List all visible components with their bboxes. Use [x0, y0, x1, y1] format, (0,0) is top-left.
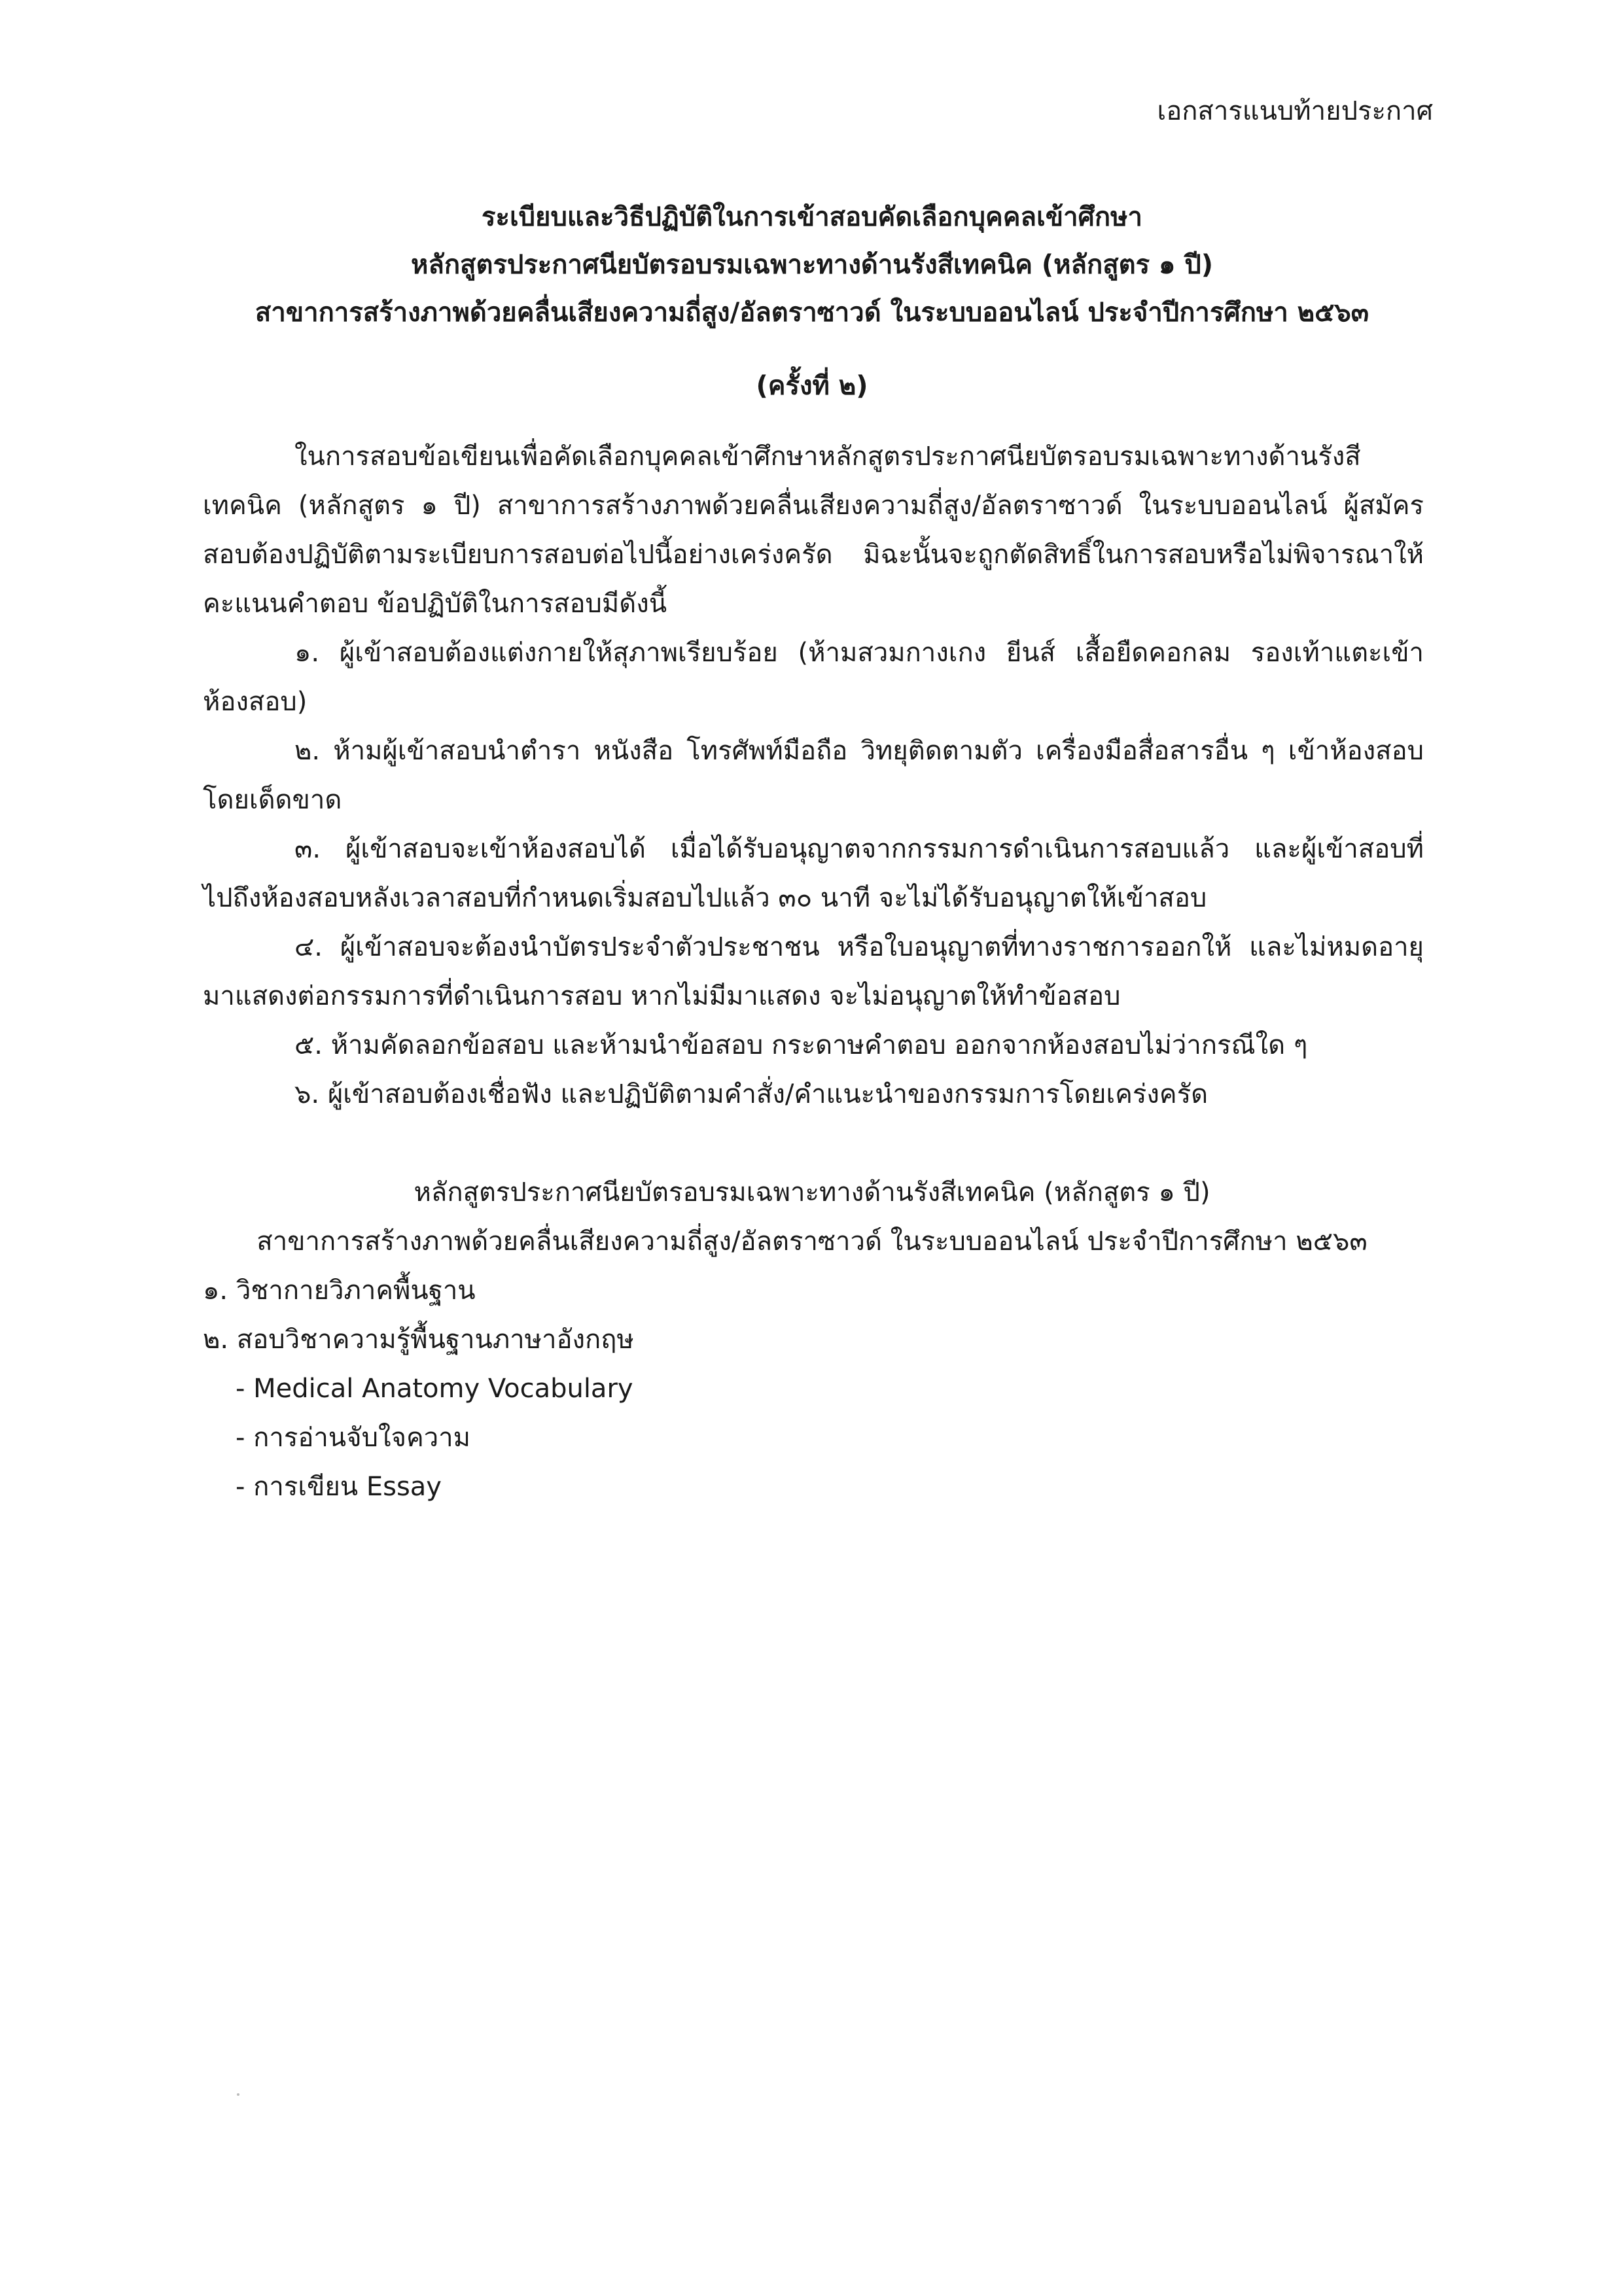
title-line-2: หลักสูตรประกาศนียบัตรอบรมเฉพาะทางด้านรังสีเทคนิค (หลักสูตร ๑ ปี)	[410, 250, 1214, 280]
rule-5: ๕. ห้ามคัดลอกข้อสอบ และห้ามนำข้อสอบ กระดาษคำตอบ ออกจากห้องสอบไม่ว่ากรณีใด ๆ	[294, 1030, 1308, 1060]
subject-item-2: ๒. สอบวิชาความรู้พื้นฐานภาษาอังกฤษ	[203, 1325, 634, 1355]
rule-3-line-1: ๓. ผู้เข้าสอบจะเข้าห้องสอบได้ เมื่อได้รับอนุญาตจากกรรมการดำเนินการสอบแล้ว และผู้เข้าสอบที่	[294, 834, 1424, 864]
title-round: (ครั้งที่ ๒)	[756, 371, 868, 401]
subjects-heading-2: สาขาการสร้างภาพด้วยคลื่นเสียงความถี่สูง/อัลตราซาวด์ ในระบบออนไลน์ ประจำปีการศึกษา ๒๕๖๓	[256, 1226, 1368, 1257]
intro-line-4: คะแนนคำตอบ ข้อปฏิบัติในการสอบมีดังนี้	[203, 589, 667, 619]
subject-sub-item-1: - Medical Anatomy Vocabulary	[236, 1374, 633, 1404]
rule-6: ๖. ผู้เข้าสอบต้องเชื่อฟัง และปฏิบัติตามคำสั่ง/คำแนะนำของกรรมการโดยเคร่งครัด	[294, 1079, 1209, 1109]
rule-1-line-1: ๑. ผู้เข้าสอบต้องแต่งกายให้สุภาพเรียบร้อย (ห้ามสวมกางเกง ยีนส์ เสื้อยืดคอกลม รองเท้าแตะเข้า	[294, 638, 1424, 668]
subjects-heading-1: หลักสูตรประกาศนียบัตรอบรมเฉพาะทางด้านรังสีเทคนิค (หลักสูตร ๑ ปี)	[414, 1177, 1210, 1208]
rule-2-line-2: โดยเด็ดขาด	[203, 785, 342, 815]
subject-sub-item-3: - การเขียน Essay	[236, 1472, 442, 1502]
title-line-3: สาขาการสร้างภาพด้วยคลื่นเสียงความถี่สูง/อัลตราซาวด์ ในระบบออนไลน์ ประจำปีการศึกษา ๒๕๖๓	[255, 298, 1369, 328]
intro-line-1: ในการสอบข้อเขียนเพื่อคัดเลือกบุคคลเข้าศึกษาหลักสูตรประกาศนียบัตรอบรมเฉพาะทางด้านรังสี	[294, 442, 1361, 472]
rule-4-line-1: ๔. ผู้เข้าสอบจะต้องนำบัตรประจำตัวประชาชน หรือใบอนุญาตที่ทางราชการออกให้ และไม่หมดอายุ	[294, 932, 1424, 962]
rule-3-line-2: ไปถึงห้องสอบหลังเวลาสอบที่กำหนดเริ่มสอบไปแล้ว ๓๐ นาที จะไม่ได้รับอนุญาตให้เข้าสอบ	[203, 883, 1207, 913]
rule-1-line-2: ห้องสอบ)	[203, 687, 308, 717]
rule-4-line-2: มาแสดงต่อกรรมการที่ดำเนินการสอบ หากไม่มีมาแสดง จะไม่อนุญาตให้ทำข้อสอบ	[203, 981, 1121, 1011]
title-line-1: ระเบียบและวิธีปฏิบัติในการเข้าสอบคัดเลือกบุคคลเข้าศึกษา	[482, 202, 1142, 232]
rule-2-line-1: ๒. ห้ามผู้เข้าสอบนำตำรา หนังสือ โทรศัพท์มือถือ วิทยุติดตามตัว เครื่องมือสื่อสารอื่น ๆ เข้าห้องสอบ	[294, 736, 1424, 766]
scan-speck	[237, 2093, 239, 2096]
subject-item-1: ๑. วิชากายวิภาคพื้นฐาน	[203, 1276, 476, 1306]
attachment-note: เอกสารแนบท้ายประกาศ	[1157, 96, 1433, 126]
subject-sub-item-2: - การอ่านจับใจความ	[236, 1423, 470, 1453]
intro-line-2: เทคนิค (หลักสูตร ๑ ปี) สาขาการสร้างภาพด้วยคลื่นเสียงความถี่สูง/อัลตราซาวด์ ในระบบออนไลน์ ผู้สมัคร	[203, 491, 1424, 521]
intro-line-3: สอบต้องปฏิบัติตามระเบียบการสอบต่อไปนี้อย่างเคร่งครัด มิฉะนั้นจะถูกตัดสิทธิ์ในการสอบหรือไม่พิจารณาให้	[203, 540, 1424, 570]
